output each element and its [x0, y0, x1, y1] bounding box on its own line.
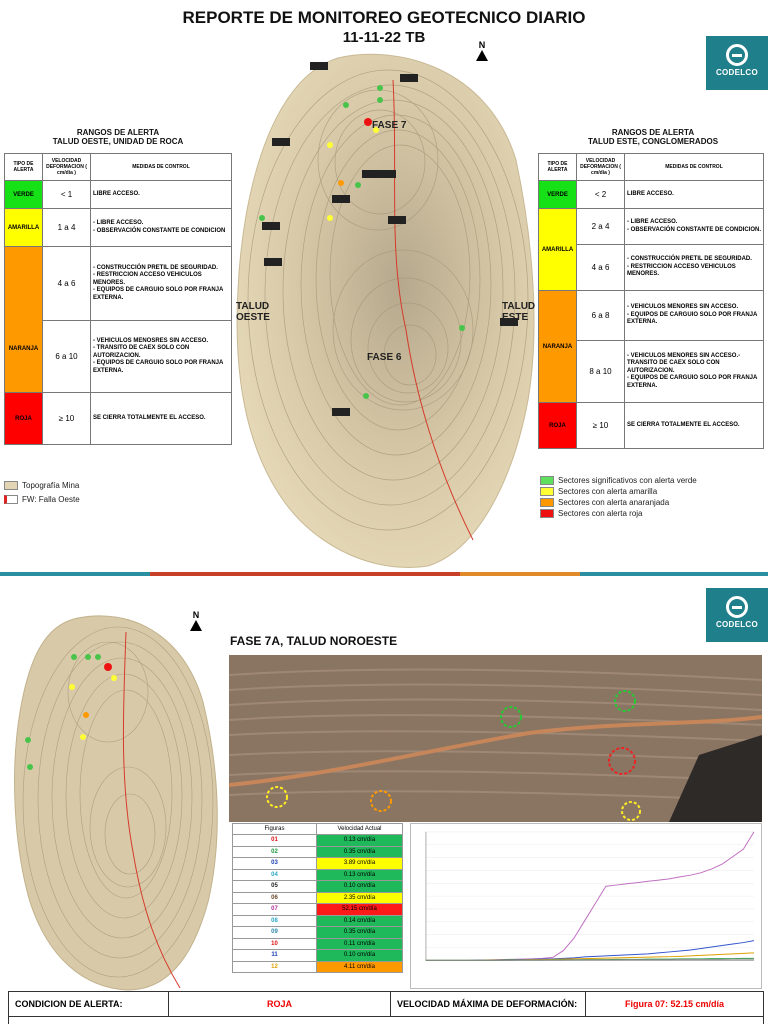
legend-item-topografia — [4, 480, 80, 491]
legend-item-falla — [4, 494, 80, 505]
right-row-roja — [539, 403, 764, 449]
legend-swatch — [4, 481, 18, 490]
figure-number: 03 — [233, 858, 317, 870]
right-range-title-1: RANGOS DE ALERTA — [611, 128, 695, 137]
condition-label: CONDICION DE ALERTA: — [9, 992, 169, 1016]
vel-cell: < 1 — [43, 181, 91, 209]
legend-label: FW: Falla Oeste — [22, 495, 80, 504]
label-fase7: FASE 7 — [372, 120, 407, 131]
left-row-amarilla — [5, 209, 232, 247]
tipo-cell: AMARILLA — [539, 209, 577, 291]
legend-swatch — [4, 495, 18, 504]
figure-number: 04 — [233, 869, 317, 881]
label-talud-este: TALUD ESTE — [502, 301, 536, 323]
small-pit-map — [8, 612, 228, 992]
sector-legend — [540, 475, 697, 519]
series-line-1 — [426, 941, 754, 961]
tipo-cell: VERDE — [5, 181, 43, 209]
condition-value: ROJA — [169, 992, 391, 1016]
left-header-vel: VELOCIDAD DEFORMACION ( cm/dia ) — [43, 154, 91, 181]
right-alert-table — [538, 153, 764, 449]
vel-cell: 4 a 6 — [577, 245, 625, 291]
codelco-logo-text-2: CODELCO — [715, 620, 759, 629]
table-row — [233, 881, 403, 893]
medidas-cell: - LIBRE ACCESO. - OBSERVACIÓN CONSTANTE DE CONDICION — [91, 209, 232, 247]
max-velocity-label: VELOCIDAD MÁXIMA DE DEFORMACIÓN: — [391, 992, 586, 1016]
velocity-value: 0.11 cm/día — [317, 938, 403, 950]
medidas-cell: - VEHICULOS MENORES SIN ACCESO. - EQUIPOS DE CARGUIO SOLO POR FRANJA EXTERNA. — [625, 291, 764, 341]
tipo-cell: AMARILLA — [5, 209, 43, 247]
tipo-cell: VERDE — [539, 181, 577, 209]
codelco-logo — [706, 36, 768, 90]
report-date: 11-11-22 TB — [342, 29, 426, 46]
figure-number: 05 — [233, 881, 317, 893]
right-row-naranja — [539, 291, 764, 341]
figure-number: 02 — [233, 846, 317, 858]
codelco-logo-text: CODELCO — [715, 68, 759, 77]
left-range-title — [6, 128, 230, 146]
velocity-header-figuras: Figuras — [233, 824, 317, 835]
left-range-title-1: RANGOS DE ALERTA — [76, 128, 160, 137]
figure-number: 01 — [233, 835, 317, 847]
table-row — [233, 858, 403, 870]
table-row — [233, 927, 403, 939]
medidas-cell: - VEHICULOS MENORES SIN ACCESO.- TRANSITO DE CAEX SOLO CON AUTORIZACION. - EQUIPOS DE CARGUIO SOLO POR FRANJA EXTERNA. — [625, 341, 764, 403]
velocity-value: 0.13 cm/día — [317, 869, 403, 881]
legend-item-anaranjada — [540, 497, 697, 508]
figure-number: 09 — [233, 927, 317, 939]
velocity-table-body — [233, 835, 403, 973]
medidas-cell: - CONSTRUCCIÓN PRETIL DE SEGURIDAD. - RESTRICCION ACCESO VEHICULOS MENORES. — [625, 245, 764, 291]
figure-number: 06 — [233, 892, 317, 904]
velocity-value: 0.10 cm/día — [317, 950, 403, 962]
codelco-emblem-icon-2 — [726, 596, 748, 618]
medidas-cell: SE CIERRA TOTALMENTE EL ACCESO. — [91, 393, 232, 445]
legend-item-roja — [540, 508, 697, 519]
codelco-emblem-icon — [726, 44, 748, 66]
vel-cell: 6 a 10 — [43, 321, 91, 393]
codelco-logo-2 — [706, 588, 768, 642]
right-header-medidas: MEDIDAS DE CONTROL — [625, 154, 764, 181]
north-label: N — [478, 40, 486, 50]
max-velocity-value: Figura 07: 52.15 cm/día — [624, 999, 725, 1009]
label-talud-oeste: TALUD OESTE — [236, 301, 270, 323]
velocity-value: 2.35 cm/día — [317, 892, 403, 904]
velocity-table — [232, 823, 403, 973]
medidas-cell: LIBRE ACCESO. — [625, 181, 764, 209]
table-row — [233, 869, 403, 881]
figure-number: 07 — [233, 904, 317, 916]
table-row — [233, 892, 403, 904]
label-fase6: FASE 6 — [367, 352, 402, 363]
figure-number: 10 — [233, 938, 317, 950]
legend-item-verde — [540, 475, 697, 486]
right-row-amarilla — [539, 209, 764, 245]
legend-label: Sectores con alerta roja — [558, 509, 643, 518]
velocity-value: 0.13 cm/día — [317, 835, 403, 847]
table-row — [233, 846, 403, 858]
table-row — [233, 915, 403, 927]
medidas-cell: LIBRE ACCESO. — [91, 181, 232, 209]
right-header-tipo: TIPO DE ALERTA — [539, 154, 577, 181]
figure-number: 12 — [233, 961, 317, 973]
legend-label: Sectores significativos con alerta verde — [558, 476, 697, 485]
legend-swatch — [540, 498, 554, 507]
vel-cell: < 2 — [577, 181, 625, 209]
medidas-cell: - LIBRE ACCESO. - OBSERVACIÓN CONSTANTE DE CONDICION. — [625, 209, 764, 245]
legend-item-amarilla — [540, 486, 697, 497]
table-row — [233, 961, 403, 973]
left-alert-table — [4, 153, 232, 445]
left-row-roja — [5, 393, 232, 445]
legend-swatch — [540, 509, 554, 518]
table-row — [233, 835, 403, 847]
tipo-cell: ROJA — [5, 393, 43, 445]
legend-swatch — [540, 476, 554, 485]
report-title: REPORTE DE MONITOREO GEOTECNICO DIARIO — [182, 8, 586, 27]
velocity-value: 0.14 cm/día — [317, 915, 403, 927]
legend-label: Sectores con alerta amarilla — [558, 487, 658, 496]
velocity-value: 4.11 cm/día — [317, 961, 403, 973]
vel-cell: 1 a 4 — [43, 209, 91, 247]
chart-grid — [426, 832, 754, 960]
tipo-cell: NARANJA — [5, 247, 43, 393]
fase-title: FASE 7A, TALUD NOROESTE — [230, 634, 398, 648]
medidas-cell: SE CIERRA TOTALMENTE EL ACCESO. — [625, 403, 764, 449]
deformation-chart — [410, 823, 762, 989]
vel-cell: ≥ 10 — [577, 403, 625, 449]
velocity-value: 0.35 cm/día — [317, 846, 403, 858]
left-header-tipo: TIPO DE ALERTA — [5, 154, 43, 181]
right-range-title — [540, 128, 766, 146]
left-row-verde — [5, 181, 232, 209]
table-row — [233, 904, 403, 916]
figure-number: 08 — [233, 915, 317, 927]
vel-cell: 4 a 6 — [43, 247, 91, 321]
aerial-photo — [229, 655, 762, 822]
north-label-2: N — [192, 610, 200, 620]
report-title-block — [0, 8, 768, 46]
table-row — [233, 938, 403, 950]
tipo-cell: NARANJA — [539, 291, 577, 403]
vel-cell: 8 a 10 — [577, 341, 625, 403]
vel-cell: 2 a 4 — [577, 209, 625, 245]
right-header-vel: VELOCIDAD DEFORMACION ( cm/dia ) — [577, 154, 625, 181]
vel-cell: ≥ 10 — [43, 393, 91, 445]
vel-cell: 6 a 8 — [577, 291, 625, 341]
right-row-verde — [539, 181, 764, 209]
medidas-cell: - VEHICULOS MENOSRES SIN ACCESO. - TRANSITO DE CAEX SOLO CON AUTORIZACION. - EQUIPOS DE CARGUIO SOLO POR FRANJA EXTERNA. — [91, 321, 232, 393]
legend-label: Sectores con alerta anaranjada — [558, 498, 670, 507]
slide-divider — [0, 572, 768, 576]
table-row — [233, 950, 403, 962]
medidas-cell: - CONSTRUCCIÓN PRETIL DE SEGURIDAD. - RESTRICCION ACCESO VEHICULOS MENORES. - EQUIPOS DE CARGUIO SOLO POR FRANJA EXTERNA. — [91, 247, 232, 321]
right-range-title-2: TALUD ESTE, CONGLOMERADOS — [587, 137, 719, 146]
left-range-title-2: TALUD OESTE, UNIDAD DE ROCA — [52, 137, 184, 146]
velocity-header-velocidad: Velocidad Actual — [317, 824, 403, 835]
legend-swatch — [540, 487, 554, 496]
velocity-value: 0.10 cm/día — [317, 881, 403, 893]
figure-number: 11 — [233, 950, 317, 962]
velocity-value: 0.35 cm/día — [317, 927, 403, 939]
map-legend — [4, 480, 80, 505]
condition-bar — [8, 991, 764, 1017]
condition-footer — [8, 1017, 764, 1024]
left-header-medidas: MEDIDAS DE CONTROL — [91, 154, 232, 181]
left-row-naranja — [5, 247, 232, 321]
velocity-value: 3.89 cm/día — [317, 858, 403, 870]
velocity-value: 52.15 cm/día — [317, 904, 403, 916]
tipo-cell: ROJA — [539, 403, 577, 449]
legend-label: Topografía Mina — [22, 481, 80, 490]
